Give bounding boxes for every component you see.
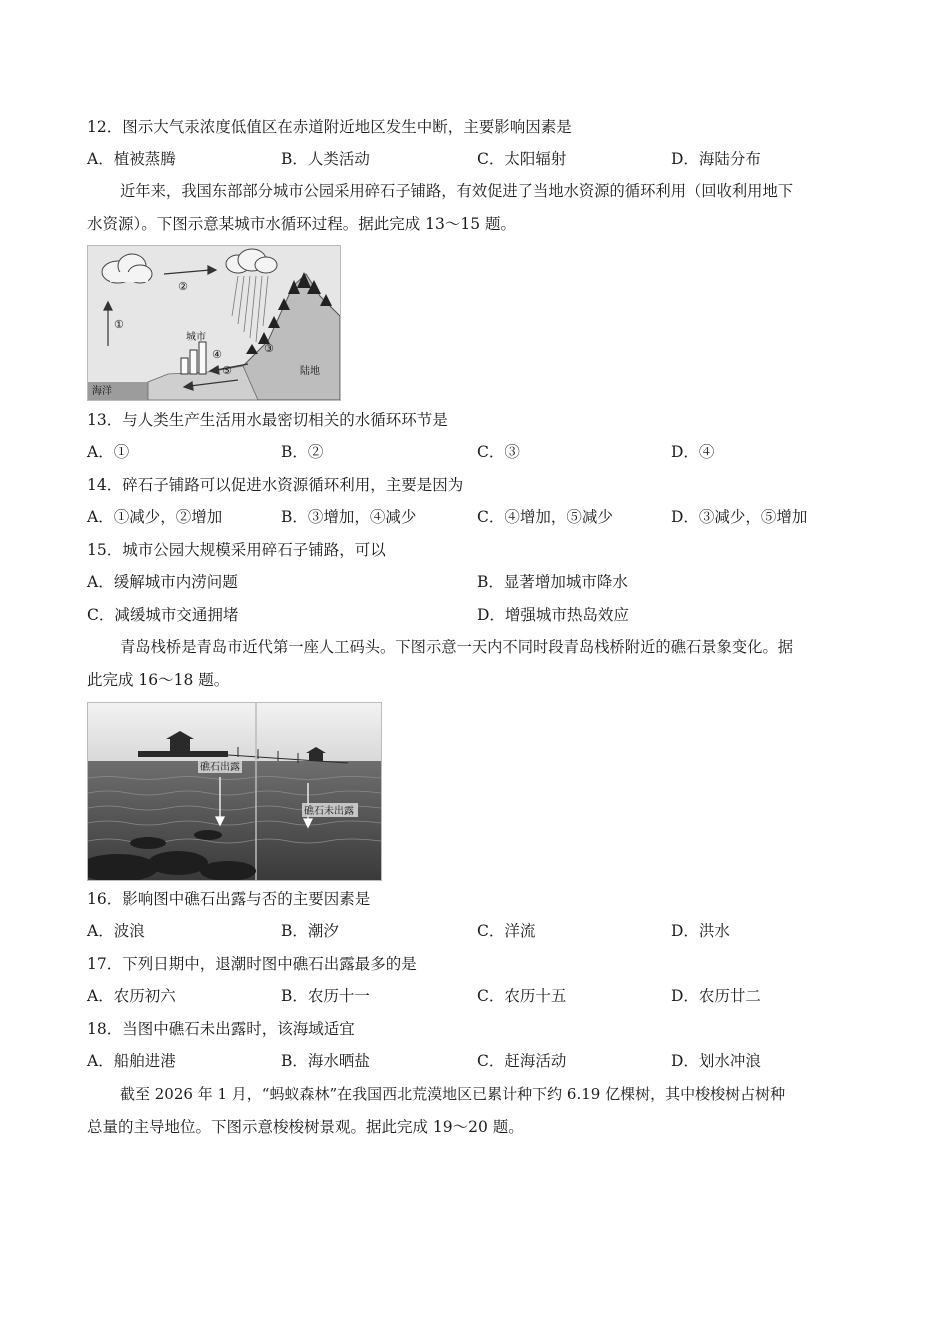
- passage1-line1: 近年来，我国东部部分城市公园采用碎石子铺路，有效促进了当地水资源的循环利用（回收利用地下: [120, 182, 794, 200]
- q12-option-a: A．植被蒸腾: [87, 150, 176, 168]
- reef-photo: [87, 702, 382, 881]
- q18-option-a: A．船舶进港: [87, 1052, 176, 1070]
- q17-option-b: B．农历十一: [281, 987, 370, 1005]
- label-city: 城市: [186, 332, 206, 343]
- q14-option-c: C．④增加，⑤减少: [477, 508, 613, 526]
- label-n5: ⑤: [222, 364, 232, 377]
- q13-stem: 13．与人类生产生活用水最密切相关的水循环环节是: [87, 411, 448, 429]
- q16-option-d: D．洪水: [671, 922, 730, 940]
- label-n1: ①: [114, 318, 124, 331]
- label-land: 陆地: [300, 366, 320, 377]
- label-reef-not-exposed: 礁石未出露: [304, 806, 354, 817]
- q18-stem: 18．当图中礁石未出露时，该海域适宜: [87, 1020, 355, 1038]
- q14-option-a: A．①减少，②增加: [87, 508, 223, 526]
- q13-option-a: A．①: [87, 443, 130, 461]
- q13-option-d: D．④: [671, 443, 715, 461]
- passage1-line2: 水资源）。下图示意某城市水循环过程。据此完成 13～15 题。: [87, 215, 517, 233]
- passage3-line1: 截至 2026 年 1 月，“蚂蚁森林”在我国西北荒漠地区已累计种下约 6.19 亿棵树，其中梭梭树占树种: [120, 1085, 786, 1103]
- q16-stem: 16．影响图中礁石出露与否的主要因素是: [87, 890, 371, 908]
- q13-option-b: B．②: [281, 443, 324, 461]
- label-n3: ③: [264, 342, 274, 355]
- q16-option-b: B．潮汐: [281, 922, 339, 940]
- label-ocean: 海洋: [92, 386, 112, 397]
- q18-option-d: D．划水冲浪: [671, 1052, 761, 1070]
- q12-option-d: D．海陆分布: [671, 150, 761, 168]
- passage2-line2: 此完成 16～18 题。: [87, 671, 230, 689]
- q12-option-c: C．太阳辐射: [477, 150, 567, 168]
- q14-option-d: D．③减少，⑤增加: [671, 508, 808, 526]
- label-reef-exposed: 礁石出露: [200, 762, 240, 773]
- q14-stem: 14．碎石子铺路可以促进水资源循环利用，主要是因为: [87, 476, 464, 494]
- q15-option-c: C．减缓城市交通拥堵: [87, 606, 239, 624]
- label-n2: ②: [178, 280, 188, 293]
- q15-option-a: A．缓解城市内涝问题: [87, 573, 238, 591]
- q13-option-c: C．③: [477, 443, 520, 461]
- q14-option-b: B．③增加，④减少: [281, 508, 417, 526]
- q17-option-c: C．农历十五: [477, 987, 567, 1005]
- q15-stem: 15．城市公园大规模采用碎石子铺路，可以: [87, 541, 386, 559]
- q17-stem: 17．下列日期中，退潮时图中礁石出露最多的是: [87, 955, 417, 973]
- q16-option-a: A．波浪: [87, 922, 145, 940]
- q12-option-b: B．人类活动: [281, 150, 370, 168]
- passage3-line2: 总量的主导地位。下图示意梭梭树景观。据此完成 19～20 题。: [87, 1118, 524, 1136]
- q15-option-d: D．增强城市热岛效应: [477, 606, 629, 624]
- q17-option-d: D．农历廿二: [671, 987, 761, 1005]
- q15-option-b: B．显著增加城市降水: [477, 573, 628, 591]
- q18-option-c: C．赶海活动: [477, 1052, 567, 1070]
- q16-option-c: C．洋流: [477, 922, 536, 940]
- passage2-line1: 青岛栈桥是青岛市近代第一座人工码头。下图示意一天内不同时段青岛栈桥附近的礁石景象变化。据: [120, 638, 794, 656]
- q17-option-a: A．农历初六: [87, 987, 176, 1005]
- water-cycle-diagram: [87, 245, 341, 401]
- q12-stem: 12．图示大气汞浓度低值区在赤道附近地区发生中断，主要影响因素是: [87, 118, 572, 136]
- label-n4: ④: [212, 348, 222, 361]
- q18-option-b: B．海水晒盐: [281, 1052, 370, 1070]
